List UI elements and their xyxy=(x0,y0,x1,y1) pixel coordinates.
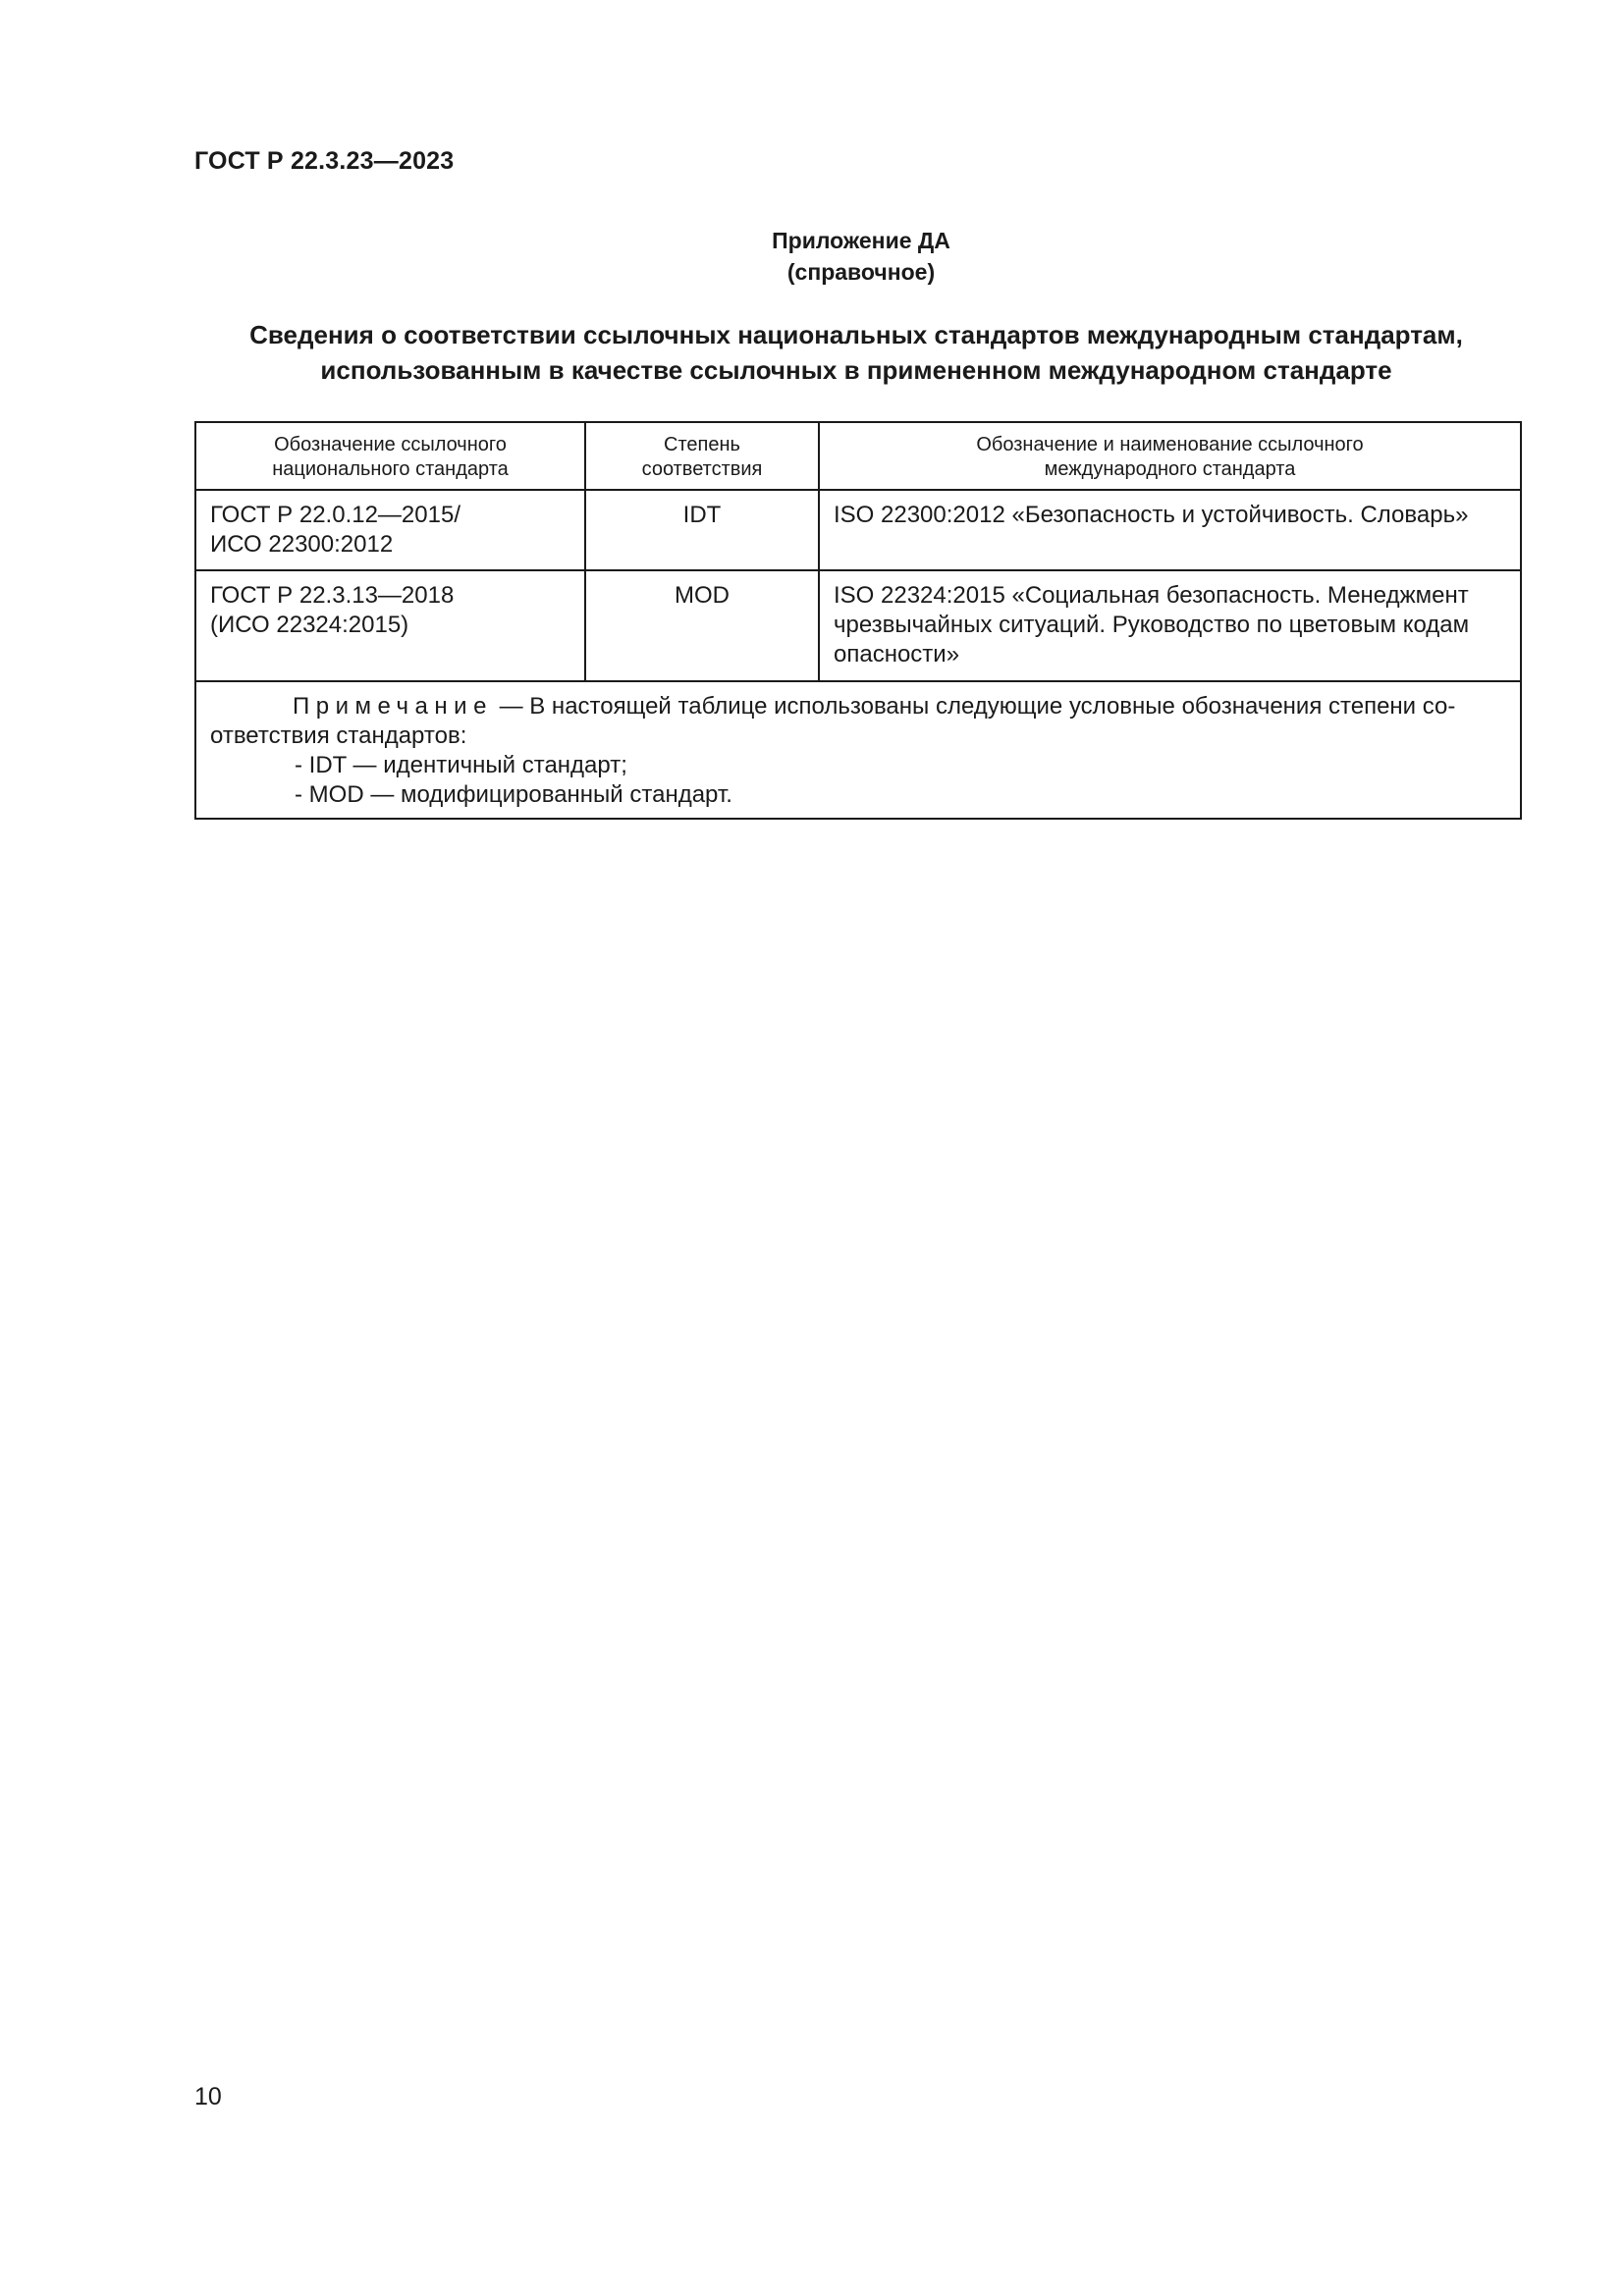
note-item-mod: - MOD — модифицированный стандарт. xyxy=(295,781,732,808)
note-item-idt: - IDT — идентичный стандарт; xyxy=(295,752,627,778)
section-heading-line: использованным в качестве ссылочных в примененном международном стандарте xyxy=(320,355,1392,385)
appendix-title: Приложение ДА xyxy=(772,228,950,253)
international-standard-cell: ISO 22324:2015 «Социальная безопасность. Менеджмент чрезвычайных ситуаций. Руководство по цветовым кодам опасности» xyxy=(819,570,1521,681)
degree-cell: MOD xyxy=(585,570,819,681)
table-note-row xyxy=(195,681,1521,819)
document-code: ГОСТ Р 22.3.23—2023 xyxy=(194,147,455,175)
national-standard-cell: ГОСТ Р 22.3.13—2018 (ИСО 22324:2015) xyxy=(195,570,585,681)
note-line: ответствия стандартов: xyxy=(210,722,467,749)
section-heading-line: Сведения о соответствии ссылочных национальных стандартов международным стандартам, xyxy=(249,320,1463,349)
table-row xyxy=(195,570,1521,681)
page-number: 10 xyxy=(194,2083,222,2110)
correspondence-table xyxy=(194,421,1522,820)
table-note xyxy=(195,681,1521,819)
note-label: Примечание xyxy=(293,693,493,720)
note-text: — В настоящей таблице использованы следующие условные обозначения степени со- xyxy=(492,693,1456,720)
degree-cell: IDT xyxy=(585,490,819,570)
table-row xyxy=(195,490,1521,570)
appendix-kind: (справочное) xyxy=(786,259,936,285)
table-header-row xyxy=(195,422,1521,490)
section-heading xyxy=(194,317,1518,388)
international-standard-cell: ISO 22300:2012 «Безопасность и устойчивость. Словарь» xyxy=(819,490,1521,570)
column-header-international: Обозначение и наименование ссылочного международного стандарта xyxy=(819,422,1521,490)
column-header-national: Обозначение ссылочного национального стандарта xyxy=(195,422,585,490)
national-standard-cell: ГОСТ Р 22.0.12—2015/ ИСО 22300:2012 xyxy=(195,490,585,570)
note-line xyxy=(210,692,1506,721)
column-header-degree: Степень соответствия xyxy=(585,422,819,490)
